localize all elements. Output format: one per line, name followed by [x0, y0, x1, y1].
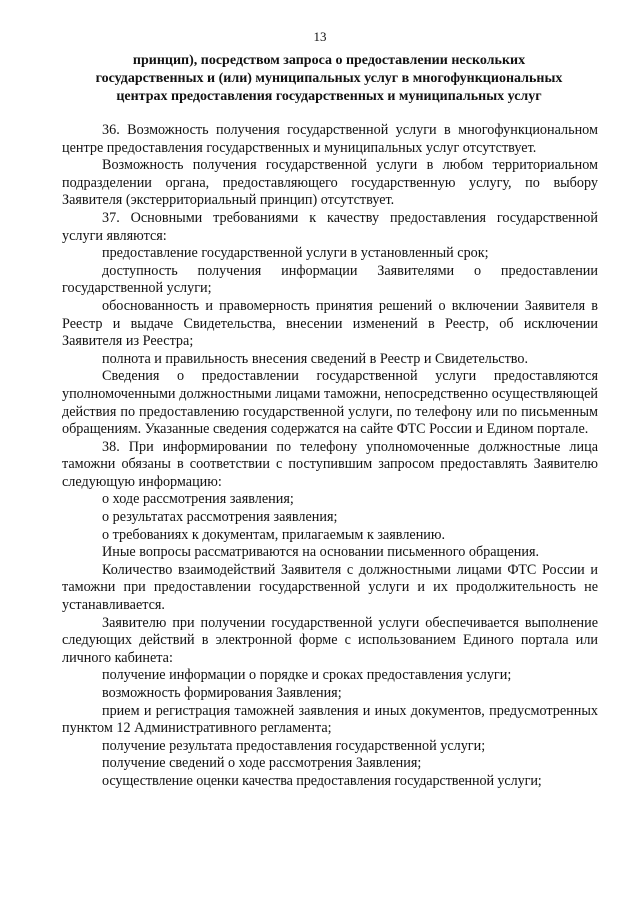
- paragraph: Количество взаимодействий Заявителя с должностными лицами ФТС России и таможни при предоставлении государственной услуги и их продолжительность не устанавливается.: [62, 561, 598, 614]
- list-item: получение сведений о ходе рассмотрения Заявления;: [102, 755, 422, 772]
- paragraph-36: 36. Возможность получения государственной услуги в многофункциональном центре предоставления государственных и муниципальных услуг отсутствует.: [62, 122, 598, 156]
- heading-line: центрах предоставления государственных и муниципальных услуг: [116, 89, 542, 104]
- heading-line: государственных и (или) муниципальных услуг в многофункциональных: [95, 71, 563, 86]
- list-item: прием и регистрация таможней заявления и иных документов, предусмотренных пунктом 12 Административного регламента;: [62, 702, 598, 737]
- list-item: предоставление государственной услуги в установленный срок;: [102, 245, 489, 262]
- list-item: полнота и правильность внесения сведений в Реестр и Свидетельство.: [102, 350, 529, 367]
- paragraph-37: 37. Основными требованиями к качеству предоставления государственной услуги являются:: [62, 209, 598, 244]
- paragraph: Возможность получения государственной услуги в любом территориальном подразделении органа, предоставляющего государственную услугу, по выбору Заявителя (экстерриториальный принцип) отсутствует.: [62, 157, 598, 209]
- paragraph: Сведения о предоставлении государственной услуги предоставляются уполномоченными должностными лицами таможни, непосредственно осуществляющей действия по предоставлению государственной услуги, по телефону или по письменным обращениям. Указанные сведения содержатся на сайте ФТС России и Едином портале.: [62, 368, 598, 438]
- list-item: о требованиях к документам, прилагаемым к заявлению.: [102, 526, 446, 543]
- paragraph-38: 38. При информировании по телефону уполномоченные должностные лица таможни обязаны в соответствии с поступившим запросом предоставлять Заявителю следующую информацию:: [62, 438, 598, 490]
- list-item: получение результата предоставления государственной услуги;: [102, 737, 486, 754]
- list-item: получение информации о порядке и сроках предоставления услуги;: [102, 667, 512, 684]
- paragraph: Заявителю при получении государственной услуги обеспечивается выполнение следующих действий в электронной форме с использованием Единого портала или личного кабинета:: [62, 614, 598, 666]
- list-item: осуществление оценки качества предоставления государственной услуги;: [102, 772, 542, 789]
- section-heading: [60, 52, 598, 106]
- body-text: [62, 122, 598, 791]
- list-item: возможность формирования Заявления;: [102, 685, 342, 701]
- list-item: о ходе рассмотрения заявления;: [102, 491, 294, 508]
- paragraph: Иные вопросы рассматриваются на основании письменного обращения.: [102, 544, 540, 561]
- list-item: обоснованность и правомерность принятия решений о включении Заявителя в Реестр и выдаче Свидетельства, внесении изменений в Реестр, об исключении Заявителя из Реестра;: [62, 297, 598, 350]
- page-number: 13: [313, 29, 327, 44]
- list-item: доступность получения информации Заявителями о предоставлении государственной услуги;: [62, 262, 598, 297]
- heading-line: принцип), посредством запроса о предоставлении нескольких: [132, 53, 526, 68]
- list-item: о результатах рассмотрения заявления;: [102, 509, 338, 526]
